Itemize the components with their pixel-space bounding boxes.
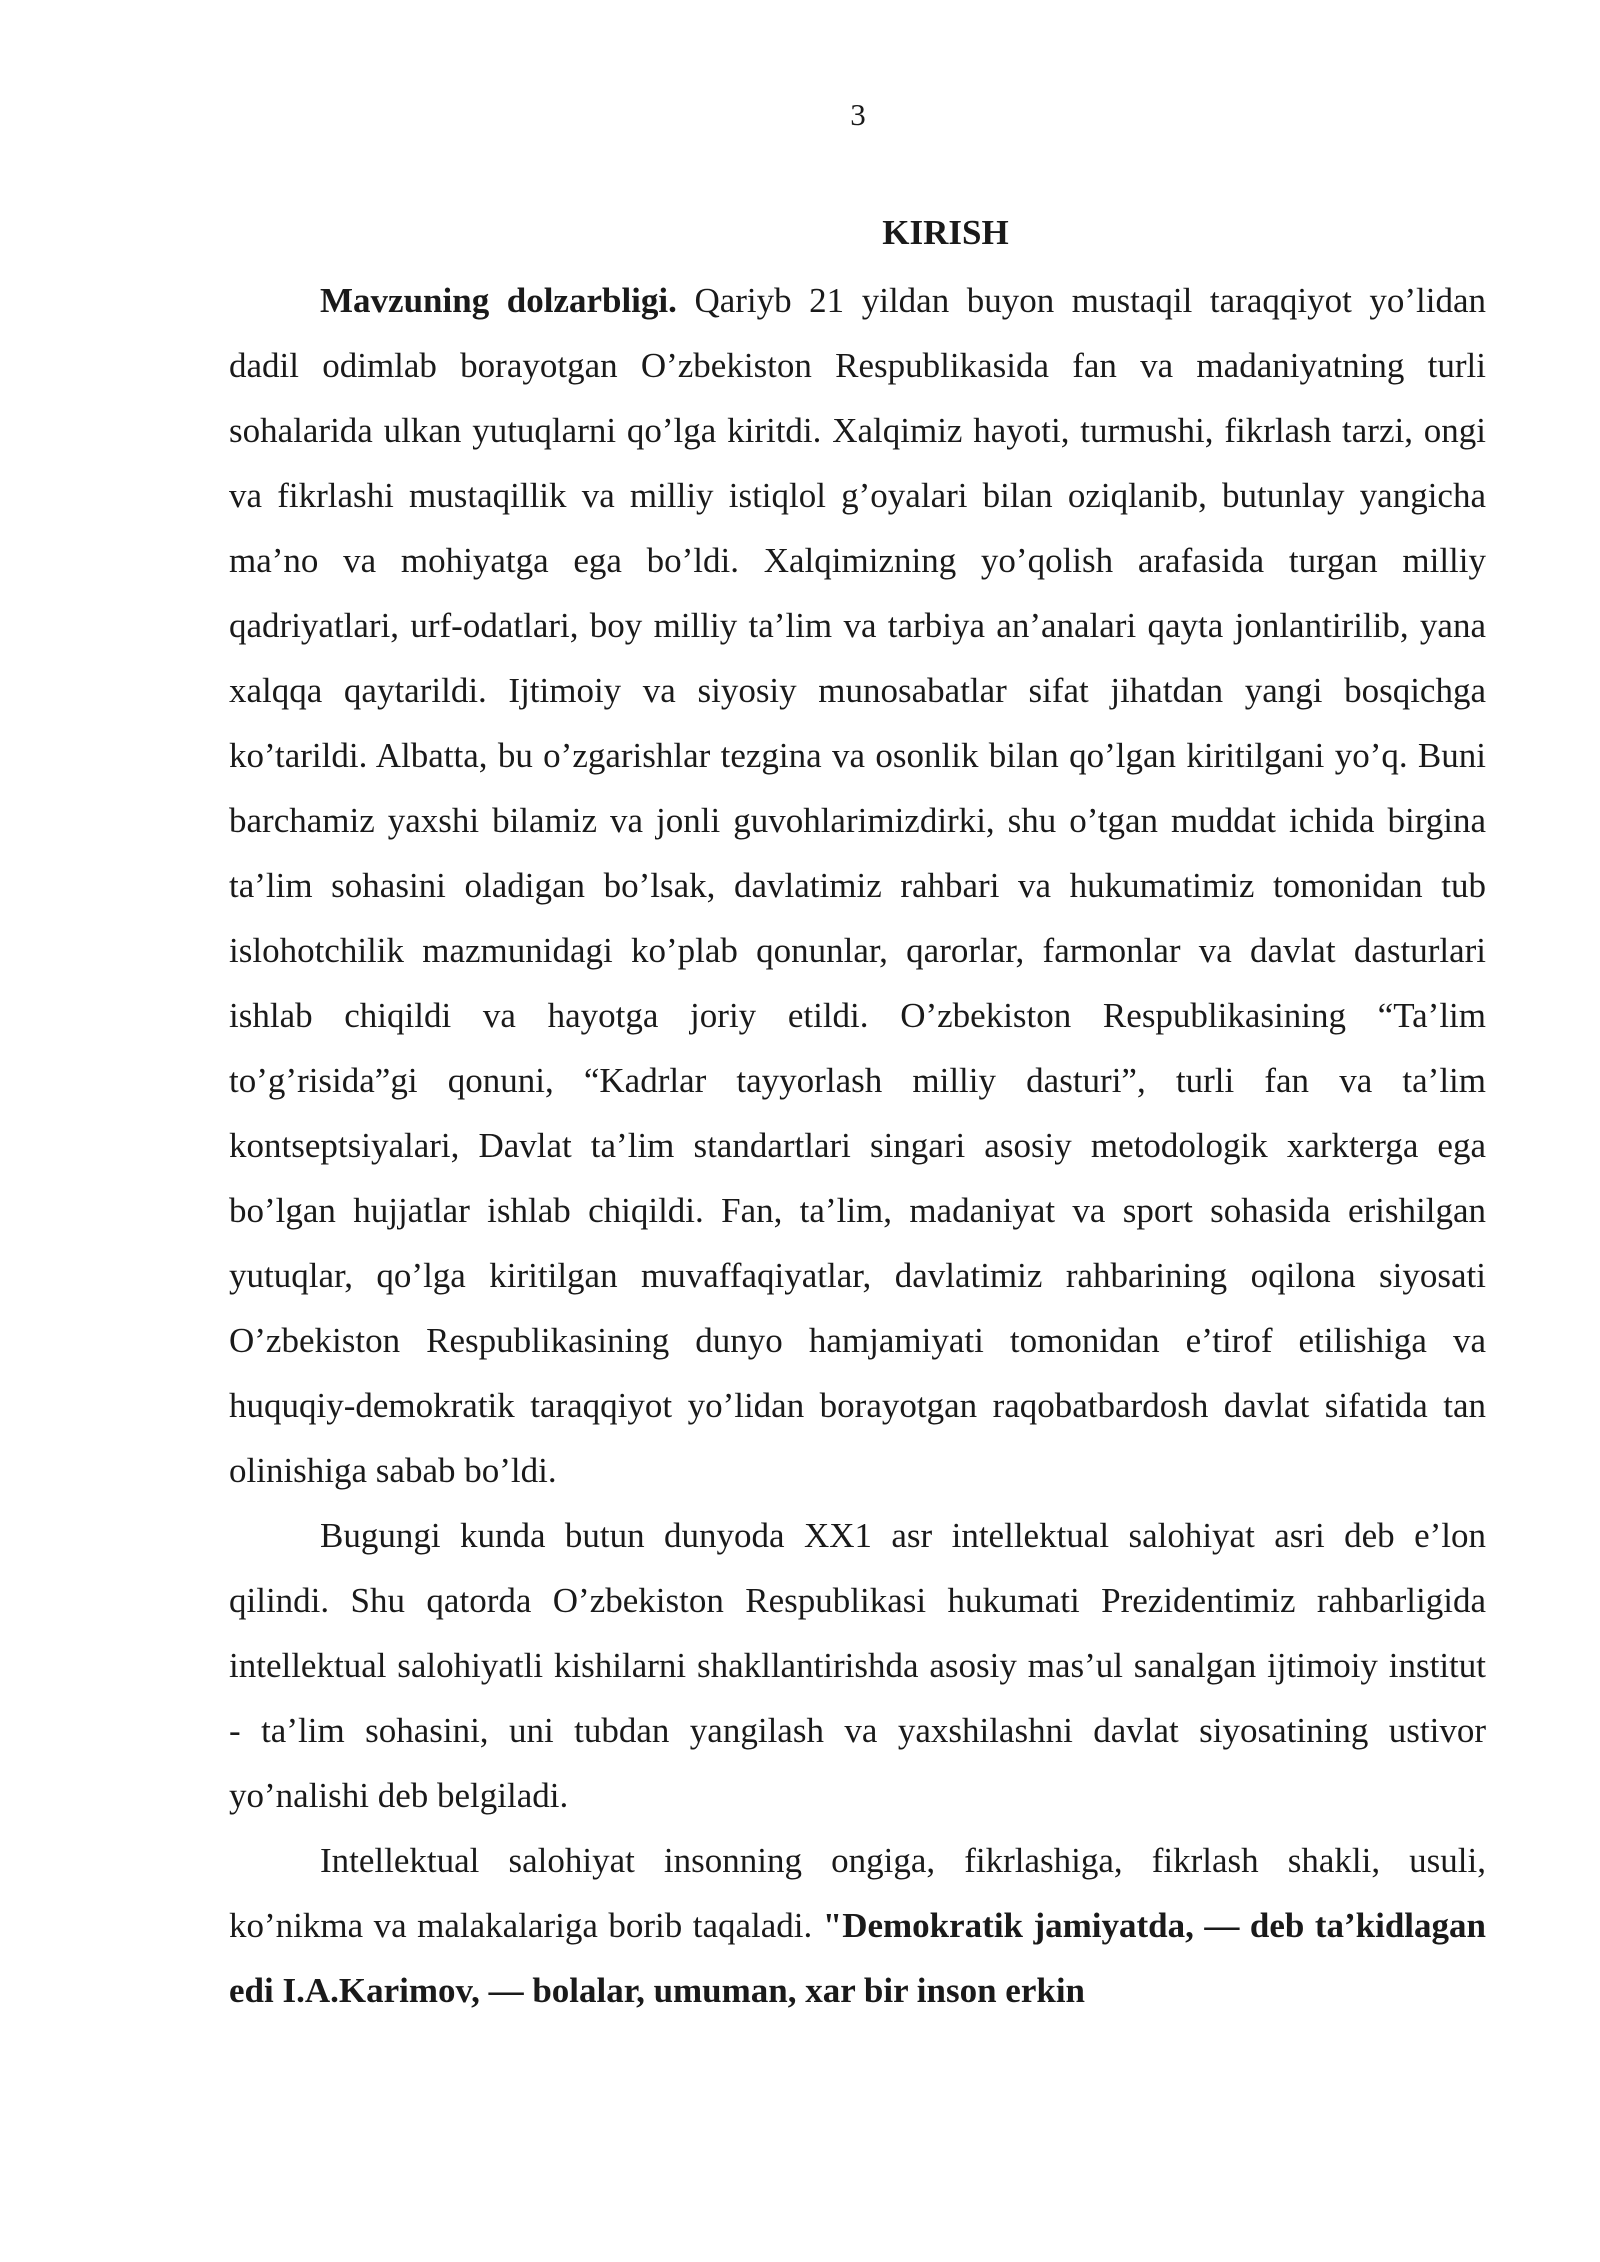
paragraph-relevance	[229, 268, 1486, 1503]
paragraph-intellectual-age: Bugungi kunda butun dunyoda XX1 asr intellektual salohiyat asri deb e’lon qilindi. Shu qatorda O’zbekiston Respublikasi hukumati Prezidentimiz rahbarligida intellektual salohiyatli kishilarni shakllantirishda asosiy mas’ul sanalgan ijtimoiy institut - ta’lim sohasini, uni tubdan yangilash va yaxshilashni davlat siyosatining ustivor yo’nalishi deb belgiladi.	[229, 1516, 1486, 1815]
quotation-bold: "Demokratik jamiyatda, — deb ta’kidlagan edi I.A.Karimov, — bolalar, umuman, xar bir inson erkin	[229, 1906, 1486, 2010]
paragraph-intellectual-potential	[229, 1828, 1486, 2023]
document-body	[229, 204, 1486, 2023]
page-number: 3	[850, 97, 866, 132]
paragraph-lead: Mavzuning dolzarbligi.	[320, 281, 677, 320]
section-heading: KIRISH	[882, 213, 1009, 252]
paragraph-text: Intellektual salohiyat insonning ongiga, fikrlashiga, fikrlash shakli, usuli, ko’nikma va malakalariga borib taqaladi.	[229, 1841, 1486, 1945]
paragraph-text: Qariyb 21 yildan buyon mustaqil taraqqiyot yo’lidan dadil odimlab borayotgan O’zbekiston Respublikasida fan va madaniyatning turli sohalarida ulkan yutuqlarni qo’lga kiritdi. Xalqimiz hayoti, turmushi, fikrlash tarzi, ongi va fikrlashi mustaqillik va milliy istiqlol g’oyalari bilan oziqlanib, butunlay yangicha ma’no va mohiyatga ega bo’ldi. Xalqimizning yo’qolish arafasida turgan milliy qadriyatlari, urf-odatlari, boy milliy ta’lim va tarbiya an’analari qayta jonlantirilib, yana xalqqa qaytarildi. Ijtimoiy va siyosiy munosabatlar sifat jihatdan yangi bosqichga ko’tarildi. Albatta, bu o’zgarishlar tezgina va osonlik bilan qo’lgan kiritilgani yo’q. Buni barchamiz yaxshi bilamiz va jonli guvohlarimizdirki, shu o’tgan muddat ichida birgina ta’lim sohasini oladigan bo’lsak, davlatimiz rahbari va hukumatimiz tomonidan tub islohotchilik mazmunidagi ko’plab qonunlar, qarorlar, farmonlar va davlat dasturlari ishlab chiqildi va hayotga joriy etildi. O’zbekiston Respublikasining “Ta’lim to’g’risida”gi qonuni, “Kadrlar tayyorlash milliy dasturi”, turli fan va ta’lim kontseptsiyalari, Davlat ta’lim standartlari singari asosiy metodologik xarkterga ega bo’lgan hujjatlar ishlab chiqildi. Fan, ta’lim, madaniyat va sport sohasida erishilgan yutuqlar, qo’lga kiritilgan muvaffaqiyatlar, davlatimiz rahbarining oqilona siyosati O’zbekiston Respublikasining dunyo hamjamiyati tomonidan e’tirof etilishiga va huquqiy-demokratik taraqqiyot yo’lidan borayotgan raqobatbardosh davlat sifatida tan olinishiga sabab bo’ldi.	[229, 281, 1486, 1490]
